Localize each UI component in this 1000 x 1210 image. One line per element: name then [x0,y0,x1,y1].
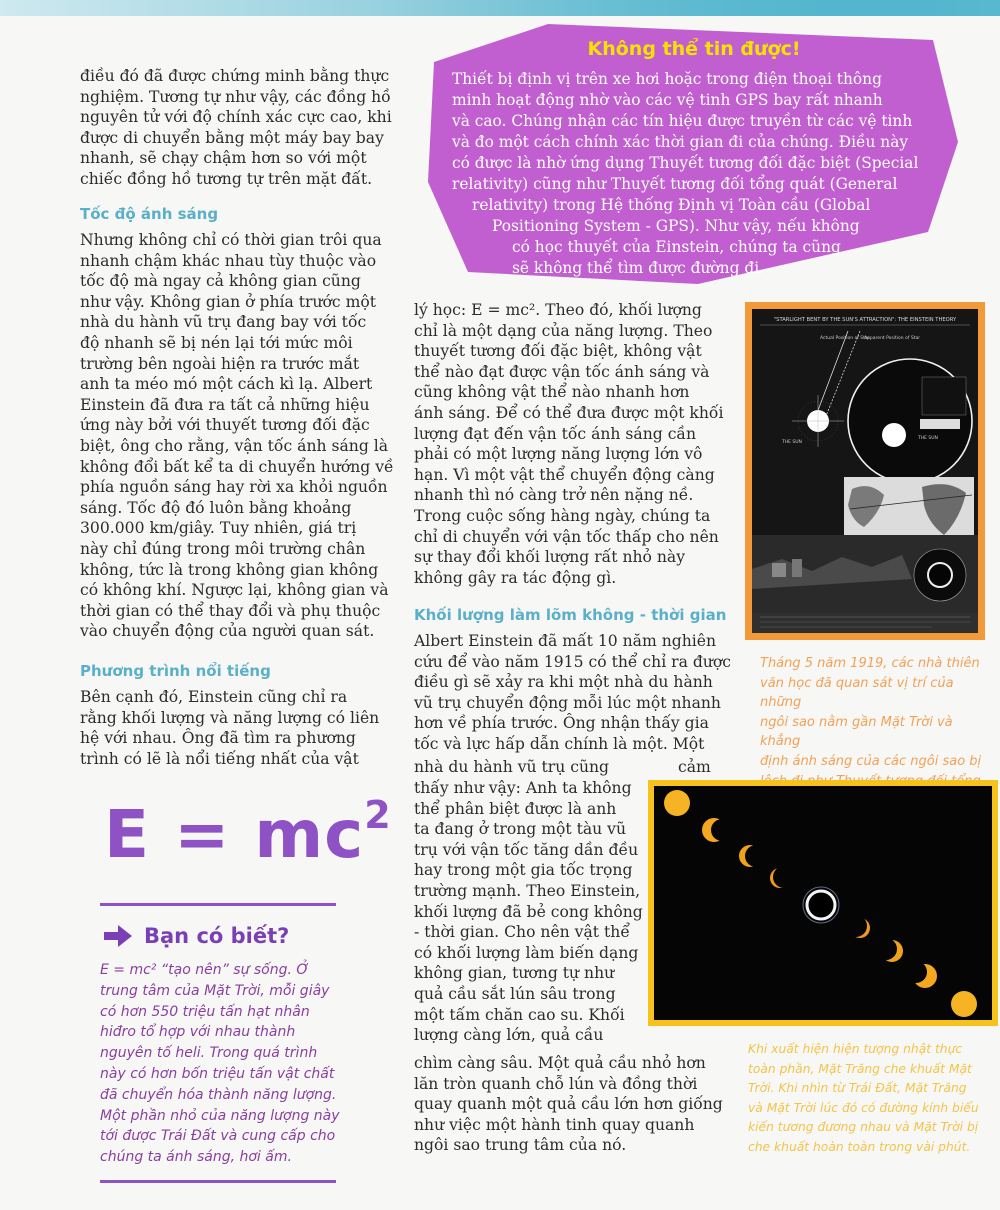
callout-line: sẽ không thể tìm được đường đi. [512,259,765,277]
text-line: che khuất hoàn toàn trong vài phút. [748,1139,971,1154]
text-line: nghiệm. Tương tự như vậy, các đồng hồ [80,87,391,106]
sun-phase-1 [664,790,690,816]
mass-spacetime-heading: Khối lượng làm lõm không - thời gian [414,606,727,624]
text-line: chúng ta ánh sáng, hơi ấm. [100,1149,292,1166]
text-line: có khối lượng làm biến dạng [414,943,639,962]
text-line: ngôi sao trung tâm của nó. [414,1136,627,1155]
callout-title: Không thể tin được! [587,38,801,60]
text-line: thuyết tương đối đặc biệt, không vật [414,342,702,361]
sun-phase-7 [913,964,937,988]
unbelievable-callout [428,22,960,284]
einstein-theory-illustration [745,302,985,640]
callout-line: có học thuyết của Einstein, chúng ta cũng [512,238,841,256]
text-line: nhanh thì nó càng trở nên nặng nề. [414,486,694,505]
text-line: trường mạnh. Theo Einstein, [414,881,641,900]
text-line: Trong cuộc sống hàng ngày, chúng ta [414,506,711,525]
sun-phase-8 [951,991,977,1017]
text-line: khối lượng đã bẻ cong không [414,902,643,921]
col1-intro [80,66,400,190]
text-line: có không khí. Ngược lại, không gian và [80,581,389,600]
text-line: một tấm chăn cao su. Khối [414,1005,625,1024]
text-line: thể nào đạt được vận tốc ánh sáng và [414,362,710,381]
text-line: này có hơn bốn triệu tấn vật chất [100,1065,335,1082]
text-line: không, tức là trong không gian không [80,560,379,579]
text-line: quả cầu sắt lún sâu trong [414,984,616,1003]
text-line: thời gian có thể thay đổi và phụ thuộc [80,601,381,620]
text-line: như vậy. Không gian ở phía trước một [80,292,377,311]
famous-equation-heading: Phương trình nổi tiếng [80,662,271,680]
text-line: phải có một lượng năng lượng lớn vô [414,445,703,464]
callout-line: Thiết bị định vị trên xe hơi hoặc trong điện thoại thông [452,70,882,88]
illustration-header: "STARLIGHT BENT BY THE SUN'S ATTRACTION": THE EINSTEIN THEORY [773,317,957,323]
did-you-know-text [100,960,345,1168]
text-line: Trời. Khi nhìn từ Trái Đất, Mặt Trăng [748,1081,967,1096]
callout-line: relativity) cũng như Thuyết tương đối tổng quát (General [452,175,898,193]
text-line: định ánh sáng của các ngôi sao bị [760,753,982,769]
emc-exponent: 2 [364,793,392,837]
text-line: nguyên tử với độ chính xác cực cao, khi [80,108,392,127]
text-line: độ nhanh sẽ bị nén lại tới mức môi [80,333,353,352]
text-line: Albert Einstein đã mất 10 năm nghiên [414,632,717,650]
text-line: thấy như vậy: Anh ta không [414,779,632,797]
text-line: trình có lẽ là nổi tiếng nhất của vật [80,749,359,768]
text-line: nhà du hành vũ trụ đang bay với tốc [80,313,367,332]
top-color-band-accent [380,0,1000,16]
col2-top-text [414,300,734,588]
did-you-know-top-rule [100,903,336,906]
text-line: không đổi bất kể ta di chuyển hướng về [80,457,394,476]
text-line: như việc một hành tinh quay quanh [414,1115,695,1134]
text-line: chiếc đồng hồ tương tự trên mặt đất. [80,169,373,188]
mass-split-left: nhà du hành vũ trụ cũng [414,758,610,776]
text-line: biệt, ông cho rằng, vận tốc ánh sáng là [80,436,389,455]
text-line: tốc độ mà ngay cả không gian cũng [80,272,361,291]
text-line: tới được Trái Đất và cung cấp cho [100,1128,336,1145]
text-line: thể phân biệt được là anh [414,799,617,818]
text-line: điều gì sẽ xảy ra khi một nhà du hành [414,673,713,692]
text-line: này chỉ đúng trong môi trường chân [80,539,366,558]
text-line: 300.000 km/giây. Tuy nhiên, giá trị [80,519,357,538]
text-line: kiến tương đương nhau và Mặt Trời bị [748,1120,979,1135]
text-line: ánh sáng. Để có thể đưa được một khối [414,403,724,422]
text-line: rằng khối lượng và năng lượng có liên [80,708,380,727]
text-line: Einstein đã đưa ra tất cả những hiệu [80,395,370,414]
text-line: phía nguồn sáng hay rời xa khỏi nguồn [80,478,388,497]
text-line: hay trong một gia tốc trọng [414,861,633,880]
mass-spacetime-text-wide [414,631,734,755]
text-line: không gây ra tác động gì. [414,568,617,587]
text-line: và Mặt Trời lúc đó có đường kính biểu [748,1100,979,1115]
text-line: sáng. Tốc độ đó luôn bằng khoảng [80,498,352,517]
text-line: được di chuyển bằng một máy bay bay [80,128,384,147]
text-line: không gian, tương tự như [414,964,615,983]
mass-split-right: cảm [678,758,711,776]
total-eclipse-corona [807,891,835,919]
text-line: Khi xuất hiện hiện tượng nhật thực [748,1042,963,1056]
emc-base: E = mc [104,796,365,873]
text-line: ngôi sao nằm gần Mặt Trời và khẳng [760,714,953,750]
did-you-know-title [104,924,289,948]
text-line: lăn tròn quanh chỗ lún và đồng thời [414,1074,698,1093]
text-line: sự thay đổi khối lượng rất nhỏ này [414,548,686,567]
text-line: Một phần nhỏ của năng lượng này [100,1107,340,1124]
illustration-image [752,309,978,633]
sun-phase-6 [881,940,903,962]
callout-line: có được là nhờ ứng dụng Thuyết tương đối đặc biệt (Special [452,154,919,172]
emc-squared-graphic [104,793,392,873]
text-line: tốc và lực hấp dẫn chính là một. Một [414,734,705,753]
eclipse-sequence-photo [648,780,998,1026]
text-line: trung tâm của Mặt Trời, mỗi giây [100,982,330,999]
text-line: lượng đạt đến vận tốc ánh sáng cần [414,424,697,443]
sun-phase-3 [739,845,761,867]
text-line: toàn phần, Mặt Trăng che khuất Mặt [748,1061,972,1076]
text-line: trường bên ngoài hiện ra trước mắt [80,354,360,373]
famous-equation-text [80,687,400,769]
text-line: đã chuyển hóa thành năng lượng. [100,1086,337,1103]
text-line: chỉ là một dạng của năng lượng. Theo [414,321,713,340]
text-line: cứu để vào năm 1915 có thể chỉ ra được [414,652,731,671]
text-line: cũng không vật thể nào nhanh hơn [414,383,690,402]
sun-phase-4 [770,868,790,888]
actual-position-label: Actual Position of Star [820,336,870,341]
speed-of-light-text [80,230,400,642]
text-line: Tháng 5 năm 1919, các nhà thiên [760,656,980,671]
text-line: chìm càng sâu. Một quả cầu nhỏ hơn [414,1054,706,1072]
arrow-right-icon [118,925,132,947]
eclipse-caption [748,1040,998,1158]
sun-big-label: THE SUN [918,436,938,441]
sun-phase-2 [702,818,726,842]
text-line: E = mc² “tạo nên” sự sống. Ở [100,962,310,978]
sun-small-label: THE SUN [782,440,802,445]
mass-spacetime-text-narrow [414,778,644,1046]
did-you-know-label: Bạn có biết? [144,924,290,948]
text-line: hệ với nhau. Ông đã tìm ra phương [80,729,356,748]
text-line: có hơn 550 triệu tấn hạt nhân [100,1003,310,1020]
text-line: Nhưng không chỉ có thời gian trôi qua [80,231,382,249]
text-line: ta đang ở trong một tàu vũ [414,820,627,839]
callout-line: relativity) trong Hệ thống Định vị Toàn cầu (Global [472,196,871,214]
text-line: ứng này bởi với thuyết tương đối đặc [80,416,370,435]
text-line: văn học đã quan sát vị trí của những [760,675,954,711]
text-line: hiđro tổ hợp với nhau thành [100,1024,296,1041]
text-line: nhanh chậm khác nhau tùy thuộc vào [80,251,377,270]
text-line: lý học: E = mc². Theo đó, khối lượng [414,301,702,319]
text-line: điều đó đã được chứng minh bằng thực [80,67,390,85]
text-line: hạn. Vì một vật thể chuyển động càng [414,465,715,484]
callout-line: Positioning System - GPS). Như vậy, nếu không [492,217,860,235]
text-line: chỉ di chuyển với vận tốc thấp cho nên [414,527,719,546]
text-line: nhanh, sẽ chạy chậm hơn so với một [80,149,367,168]
callout-line: và đo một cách chính xác thời gian đi của chúng. Điều này [452,133,909,151]
starlight-diagram [752,309,978,633]
text-line: trụ với vận tốc tăng dần đều [414,840,639,859]
speed-of-light-heading: Tốc độ ánh sáng [80,205,219,223]
text-line: lượng càng lớn, quả cầu [414,1026,604,1045]
text-line: hơn về phía trước. Ông nhận thấy gia [414,714,709,733]
text-line: Bên cạnh đó, Einstein cũng chỉ ra [80,688,348,706]
did-you-know-bottom-rule [100,1180,336,1183]
text-line: vũ trụ chuyển động mỗi lúc một nhanh [414,693,721,712]
text-line: quay quanh một quả cầu lớn hơn giống [414,1095,723,1114]
text-line: vào chuyển động của người quan sát. [80,622,375,641]
eclipse-phases [654,786,992,1020]
text-line: anh ta méo mó một cách kì lạ. Albert [80,375,373,394]
mass-spacetime-text-end [414,1053,734,1156]
callout-line: và cao. Chúng nhận các tín hiệu được truyền từ các vệ tinh [452,112,913,130]
eclipse-image [654,786,992,1020]
callout-line: minh hoạt động nhờ vào các vệ tinh GPS bay rất nhanh [452,91,883,109]
sun-phase-5 [850,918,870,938]
apparent-position-label: Apparent Position of Star [864,336,921,341]
text-line: - thời gian. Cho nên vật thể [414,923,630,942]
text-line: nguyên tố heli. Trong quá trình [100,1045,318,1062]
